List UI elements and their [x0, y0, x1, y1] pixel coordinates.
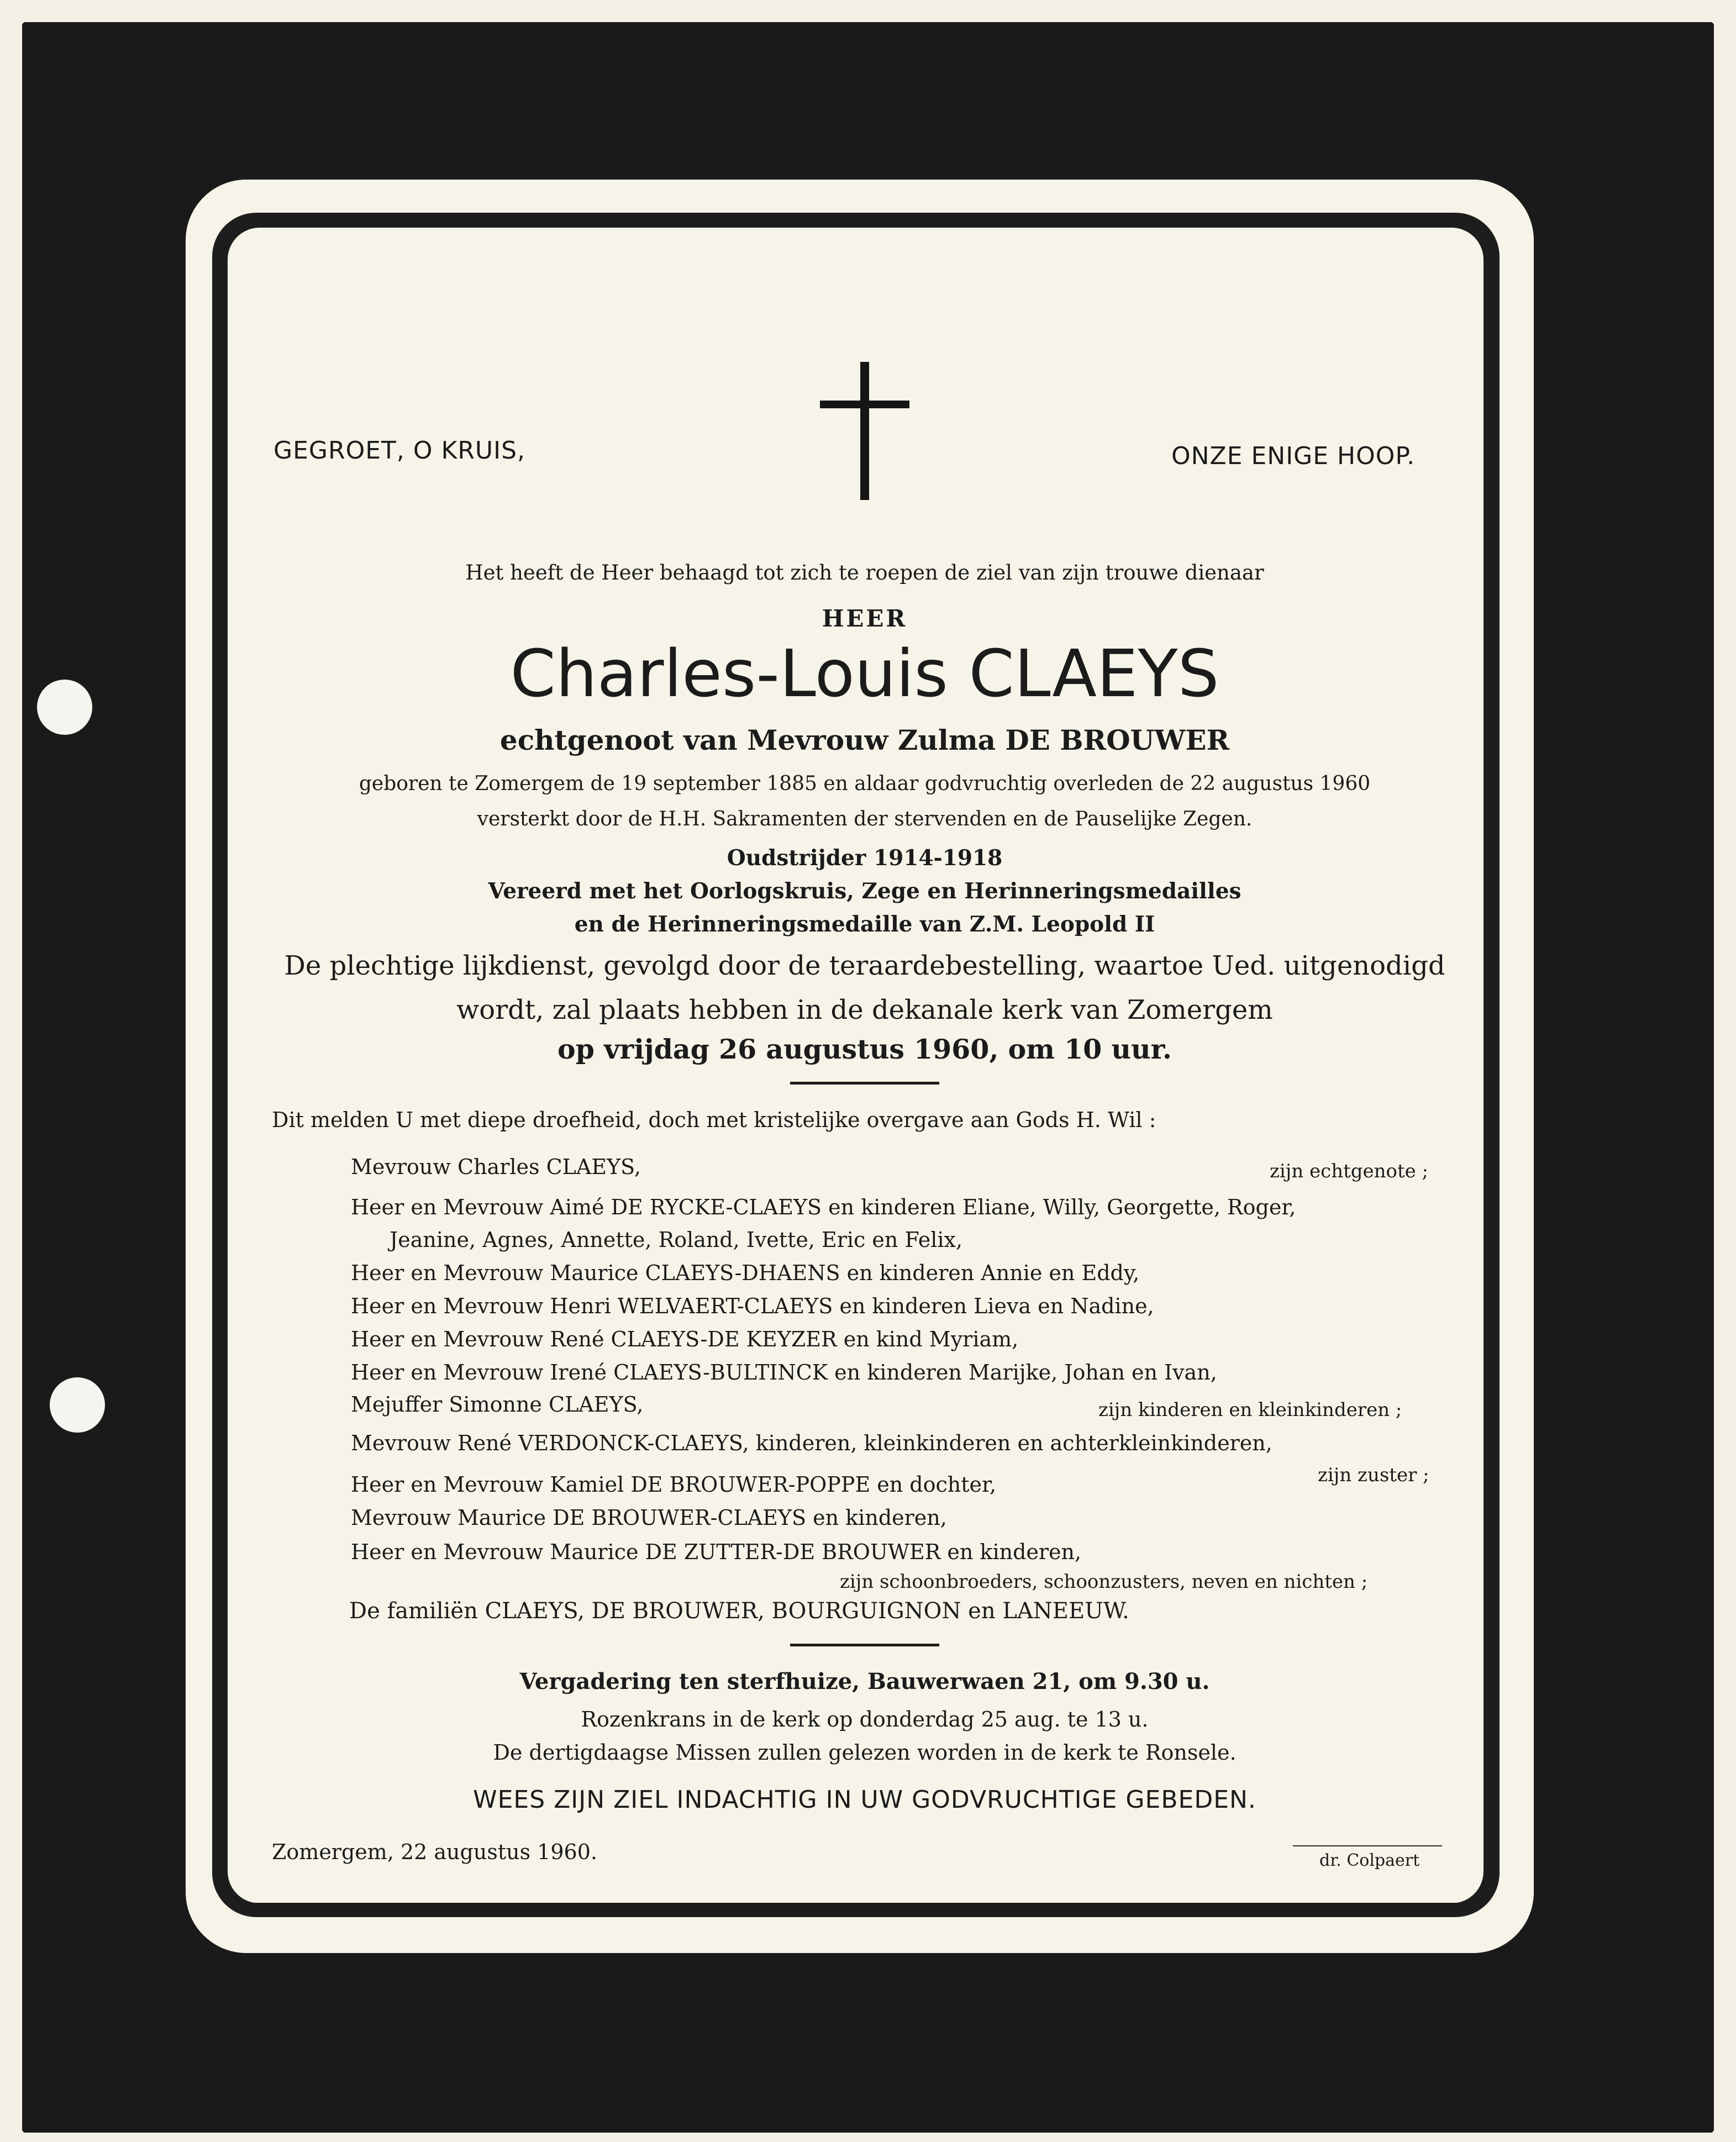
divider-top [790, 1082, 939, 1085]
service-line-1: De plechtige lijkdienst, gevolgd door de teraardebestelling, waartoe Ued. uitgenodigd [284, 950, 1445, 981]
divider-bottom [790, 1644, 939, 1646]
rosary-line: Rozenkrans in de kerk op donderdag 25 aug. te 13 u. [581, 1707, 1149, 1732]
family-child-2: Heer en Mevrouw Maurice CLAEYS-DHAENS en kinderen Annie en Eddy, [351, 1261, 1140, 1285]
honors-line-1: Vereerd met het Oorlogskruis, Zege en Herinneringsmedailles [488, 878, 1241, 904]
place-date: Zomergem, 22 augustus 1960. [272, 1840, 597, 1864]
sacraments-line: versterkt door de H.H. Sakramenten der stervenden en de Pauselijke Zegen. [477, 808, 1253, 830]
family-inlaw-1: Heer en Mevrouw Kamiel DE BROUWER-POPPE en dochter, [351, 1472, 997, 1497]
family-sister-relation: zijn zuster ; [1318, 1464, 1429, 1486]
cross-icon [860, 362, 869, 500]
family-children-relation: zijn kinderen en kleinkinderen ; [1098, 1399, 1402, 1421]
family-inlaw-2: Mevrouw Maurice DE BROUWER-CLAEYS en kinderen, [351, 1506, 947, 1530]
family-inlaw-3: Heer en Mevrouw Maurice DE ZUTTER-DE BROUWER en kinderen, [351, 1540, 1082, 1564]
cross-icon-bar [820, 401, 909, 408]
meeting-line: Vergadering ten sterfhuize, Bauwerwaen 21, om 9.30 u. [519, 1669, 1210, 1694]
family-child-6: Mejuffer Simonne CLAEYS, [351, 1392, 644, 1417]
veteran-line: Oudstrijder 1914-1918 [727, 845, 1003, 871]
family-families: De familiën CLAEYS, DE BROUWER, BOURGUIGNON en LANEEUW. [349, 1598, 1129, 1624]
family-child-3: Heer en Mevrouw Henri WELVAERT-CLAEYS en kinderen Lieva en Nadine, [351, 1294, 1154, 1318]
card-inner-frame [224, 224, 1487, 1907]
punch-hole-top [37, 680, 92, 735]
birth-death-line: geboren te Zomergem de 19 september 1885 en aldaar godvruchtig overleden de 22 augustus 1960 [359, 772, 1371, 795]
right-motto: ONZE ENIGE HOOP. [1171, 442, 1416, 470]
family-inlaw-relation: zijn schoonbroeders, schoonzusters, neven en nichten ; [840, 1571, 1368, 1593]
masses-line: De dertigdaagse Missen zullen gelezen worden in de kerk te Ronsele. [493, 1740, 1237, 1765]
left-motto: GEGROET, O KRUIS, [273, 436, 525, 465]
honors-line-2: en de Herinneringsmedaille van Z.M. Leopold II [574, 912, 1155, 937]
family-intro: Dit melden U met diepe droefheid, doch met kristelijke overgave aan Gods H. Wil : [272, 1108, 1156, 1132]
honorific: HEER [822, 605, 908, 632]
spouse-line: echtgenoot van Mevrouw Zulma DE BROUWER [499, 724, 1230, 756]
family-wife: Mevrouw Charles CLAEYS, [351, 1155, 641, 1179]
service-line-2: wordt, zal plaats hebben in de dekanale kerk van Zomergem [456, 994, 1273, 1025]
family-child-1-line-2: Jeanine, Agnes, Annette, Roland, Ivette, Eric en Felix, [390, 1228, 963, 1252]
intro-line: Het heeft de Heer behaagd tot zich te roepen de ziel van zijn trouwe dienaar [465, 561, 1264, 585]
family-child-5: Heer en Mevrouw Irené CLAEYS-BULTINCK en kinderen Marijke, Johan en Ivan, [351, 1360, 1217, 1385]
family-wife-relation: zijn echtgenote ; [1270, 1160, 1429, 1182]
family-sister: Mevrouw René VERDONCK-CLAEYS, kinderen, kleinkinderen en achterkleinkinderen, [351, 1431, 1272, 1455]
printer-credit: dr. Colpaert [1319, 1851, 1420, 1870]
service-date: op vrijdag 26 augustus 1960, om 10 uur. [557, 1033, 1172, 1065]
printer-line [1293, 1845, 1442, 1846]
family-child-4: Heer en Mevrouw René CLAEYS-DE KEYZER en kind Myriam, [351, 1327, 1019, 1351]
family-child-1-line-1: Heer en Mevrouw Aimé DE RYCKE-CLAEYS en kinderen Eliane, Willy, Georgette, Roger, [351, 1195, 1296, 1219]
deceased-name: Charles-Louis CLAEYS [510, 635, 1219, 712]
prayer-line: WEES ZIJN ZIEL INDACHTIG IN UW GODVRUCHTIGE GEBEDEN. [473, 1786, 1256, 1814]
punch-hole-bottom [50, 1377, 105, 1433]
